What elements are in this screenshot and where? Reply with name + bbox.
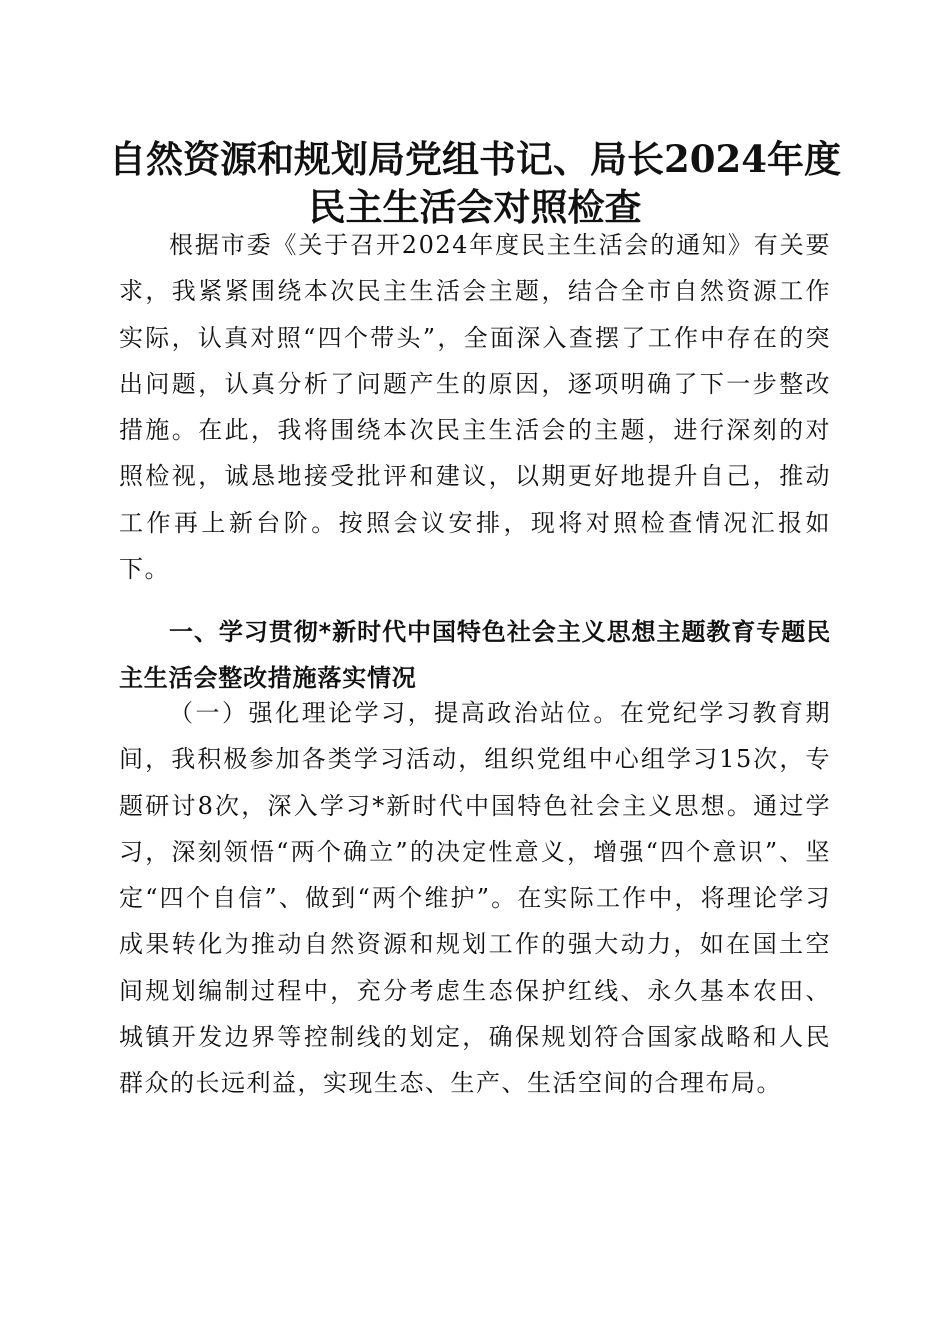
subsection-paragraph-1: （一）强化理论学习，提高政治站位。在党纪学习教育期间，我积极参加各类学习活动，组织党组中心组学习15次，专题研讨8次，深入学习*新时代中国特色社会主义思想。通过学习，深刻领悟“两个确立”的决定性意义，增强“四个意识”、坚定“四个自信”、做到“两个维护”。在实际工作中，将理论学习成果转化为推动自然资源和规划工作的强大动力，如在国土空间规划编制过程中，充分考虑生态保护红线、永久基本农田、城镇开发边界等控制线的划定，确保规划符合国家战略和人民群众的长远利益，实现生态、生产、生活空间的合理布局。 [119, 699, 831, 1098]
document-title-line-2: 民主生活会对照检查 [308, 185, 642, 229]
intro-paragraph: 根据市委《关于召开2024年度民主生活会的通知》有关要求，我紧紧围绕本次民主生活会主题，结合全市自然资源工作实际，认真对照“四个带头”，全面深入查摆了工作中存在的突出问题，认真分析了问题产生的原因，逐项明确了下一步整改措施。在此，我将围绕本次民主生活会的主题，进行深刻的对照检视，诚恳地接受批评和建议，以期更好地提升自己，推动工作再上新台阶。按照会议安排，现将对照检查情况汇报如下。 [119, 231, 831, 584]
document-title-line-1: 自然资源和规划局党组书记、局长2024年度 [109, 137, 841, 181]
section-heading-1: 一、学习贯彻*新时代中国特色社会主义思想主题教育专题民主生活会整改措施落实情况 [119, 618, 831, 693]
